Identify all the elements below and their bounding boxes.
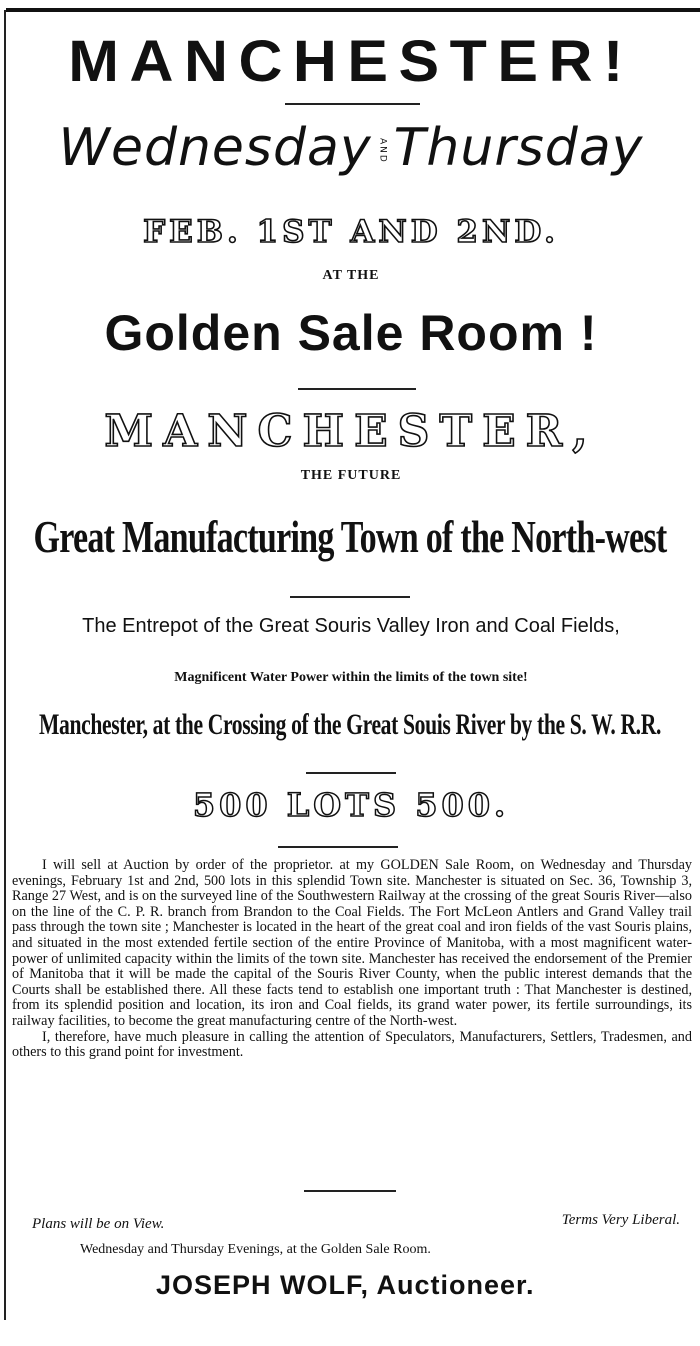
left-border-rule	[4, 10, 6, 1320]
day-thursday: Thursday	[393, 118, 644, 178]
divider-rule	[278, 846, 398, 848]
body-paragraph: I will sell at Auction by order of the proprietor. at my GOLDEN Sale Room, on Wednesday and Thursday evenings, February 1st and 2nd, 500 lots in this splendid Town site. Manchester is situated on Sec. 36, Township 3, Range 27 West, and is on the surveyed line of the Southwestern Railway at the crossing of the great Souris River—also on the line of the C. P. R. branch from Brandon to the Coal Fields. The Fort McLeon Antlers and Grand Valley trail pass through the town site ; Manchester is located in the heart of the great coal and iron fields of the vast Souris plains, and situated in the most extended fertile section of the entire Province of Manitoba, with a most magnificent water-power of unlimited capacity within the limits of the town site. Manchester has received the endorsement of the Premier of Manitoba that it will be made the capital of the Souris River County, when the public interest demands that the Courts shall be established there. All these facts tend to establish one important truth : That Manchester is destined, from its splendid position and location, its iron and Coal fields, its grand water power, its fertile surroundings, its railway facilities, to become the great manufacturing centre of the North-west.	[12, 857, 692, 1029]
body-paragraph: I, therefore, have much pleasure in calling the attention of Speculators, Manufacturers, Settlers, Tradesmen, and others to this grand point for investment.	[12, 1028, 692, 1061]
headline: MANCHESTER!	[68, 29, 634, 94]
auctioneer-signature: JOSEPH WOLF, Auctioneer.	[156, 1270, 535, 1300]
venue-title: Golden Sale Room !	[104, 305, 598, 361]
top-border-rule	[6, 8, 700, 12]
tagline: Great Manufacturing Town of the North-west	[33, 511, 667, 562]
divider-rule	[304, 1190, 396, 1192]
divider-rule	[306, 772, 396, 774]
lots-line: 500 LOTS 500.	[192, 786, 510, 824]
divider-rule	[298, 388, 416, 390]
days-and: AND	[377, 138, 388, 164]
body-text	[12, 858, 692, 1061]
days-line	[8, 118, 694, 178]
the-future-label: THE FUTURE	[300, 468, 402, 483]
day-wednesday: Wednesday	[58, 118, 372, 178]
terms-note: Terms Very Liberal.	[561, 1212, 680, 1228]
entrepot-line: The Entrepot of the Great Souris Valley Iron and Coal Fields,	[82, 615, 620, 637]
evenings-note: Wednesday and Thursday Evenings, at the Golden Sale Room.	[80, 1242, 431, 1257]
divider-rule	[290, 596, 410, 598]
crossing-line: Manchester, at the Crossing of the Great Souis River by the S. W. R.R.	[38, 708, 662, 741]
plans-note: Plans will be on View.	[32, 1216, 165, 1232]
dates-line: FEB. 1ST AND 2ND.	[143, 214, 559, 250]
at-the-label: AT THE	[322, 268, 380, 283]
divider-rule	[285, 103, 420, 105]
town-name: MANCHESTER,	[104, 406, 598, 457]
water-power-line: Magnificent Water Power within the limits of the town site!	[174, 670, 528, 685]
